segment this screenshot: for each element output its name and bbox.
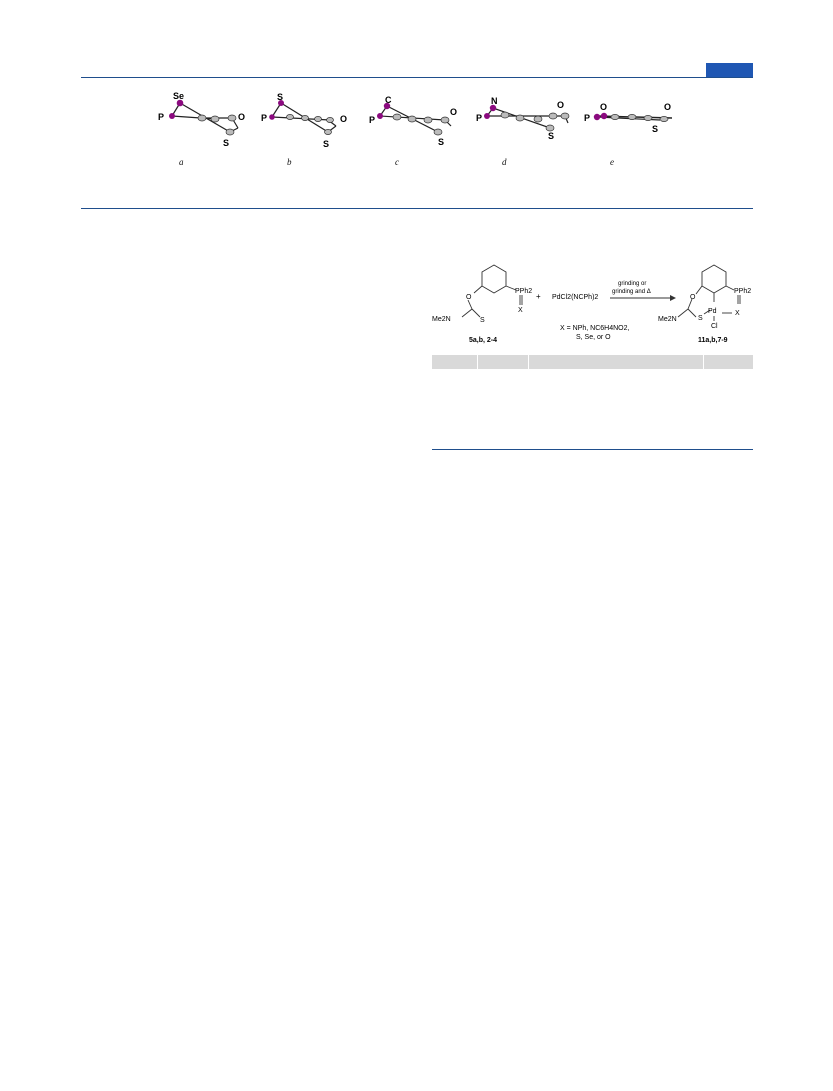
arrow-condition-2: grinding and Δ [612,289,651,295]
reaction-arrowhead [670,295,676,301]
header-rule [81,77,753,78]
product-x: X [735,310,740,317]
figure-bottom-rule [81,208,753,209]
atom-label: O [600,102,608,112]
product-pph2: PPh2 [734,288,752,295]
arrow-condition-1: grinding or [618,281,647,287]
table-header-cell [432,355,478,369]
panel-letter-d: d [502,157,507,167]
x-definition-line1: X = NPh, NC6H4NO2, [560,325,630,332]
atom-label: O [450,107,458,117]
atom-label: S [438,137,445,147]
panel-letter-e: e [610,157,614,167]
panel-letter-c: c [395,157,399,167]
atom-label: Se [173,91,185,101]
atom-label: O [238,112,246,122]
product-o: O [690,294,696,301]
structure-panel-e [584,102,672,134]
reagent: PdCl2(NCPh)2 [552,294,599,301]
x-definition-line2: S, Se, or O [576,334,611,341]
reactant-me2n: Me2N [432,316,451,323]
atom-label: N [491,96,498,106]
atom-label: O [664,102,672,112]
atom-label: S [277,92,284,102]
table-header-cell [704,355,752,369]
atom-label: P [369,115,376,125]
table-header-row [432,355,753,369]
table-header-cell [529,355,704,369]
reactant-s: S [480,317,485,324]
product-s: S [698,315,703,322]
structure-panel-b [261,92,347,149]
atom-label: P [584,113,591,123]
atom-label: C [385,95,392,105]
product-label: 11a,b,7-9 [698,337,728,344]
reactant-x: X [518,307,523,314]
section-tab [706,63,753,77]
structure-panel-d [476,96,569,141]
atom-label: P [476,113,483,123]
panel-letter-b: b [287,157,292,167]
atom-label: S [223,138,230,148]
reaction-scheme [432,262,754,352]
atom-label: S [323,139,330,149]
panel-letter-a: a [179,157,184,167]
structure-panel-c [369,95,457,147]
product-cl: Cl [711,323,718,330]
product-pd: Pd [708,308,717,315]
table-bottom-rule [432,449,753,450]
atom-label: O [557,100,565,110]
reactant-structure [462,265,522,317]
product-me2n: Me2N [658,316,677,323]
reactant-o: O [466,294,472,301]
reactant-label: 5a,b, 2-4 [469,337,498,344]
atom-label: O [340,114,348,124]
table-header-cell [478,355,529,369]
structure-panel-a [158,91,245,148]
atom-label: P [261,113,268,123]
crystal-structure-figure [150,88,690,168]
plus-sign: + [536,292,541,301]
atom-label: P [158,112,165,122]
atom-label: S [548,131,555,141]
atom-label: S [652,124,659,134]
reactant-pph2: PPh2 [515,288,533,295]
